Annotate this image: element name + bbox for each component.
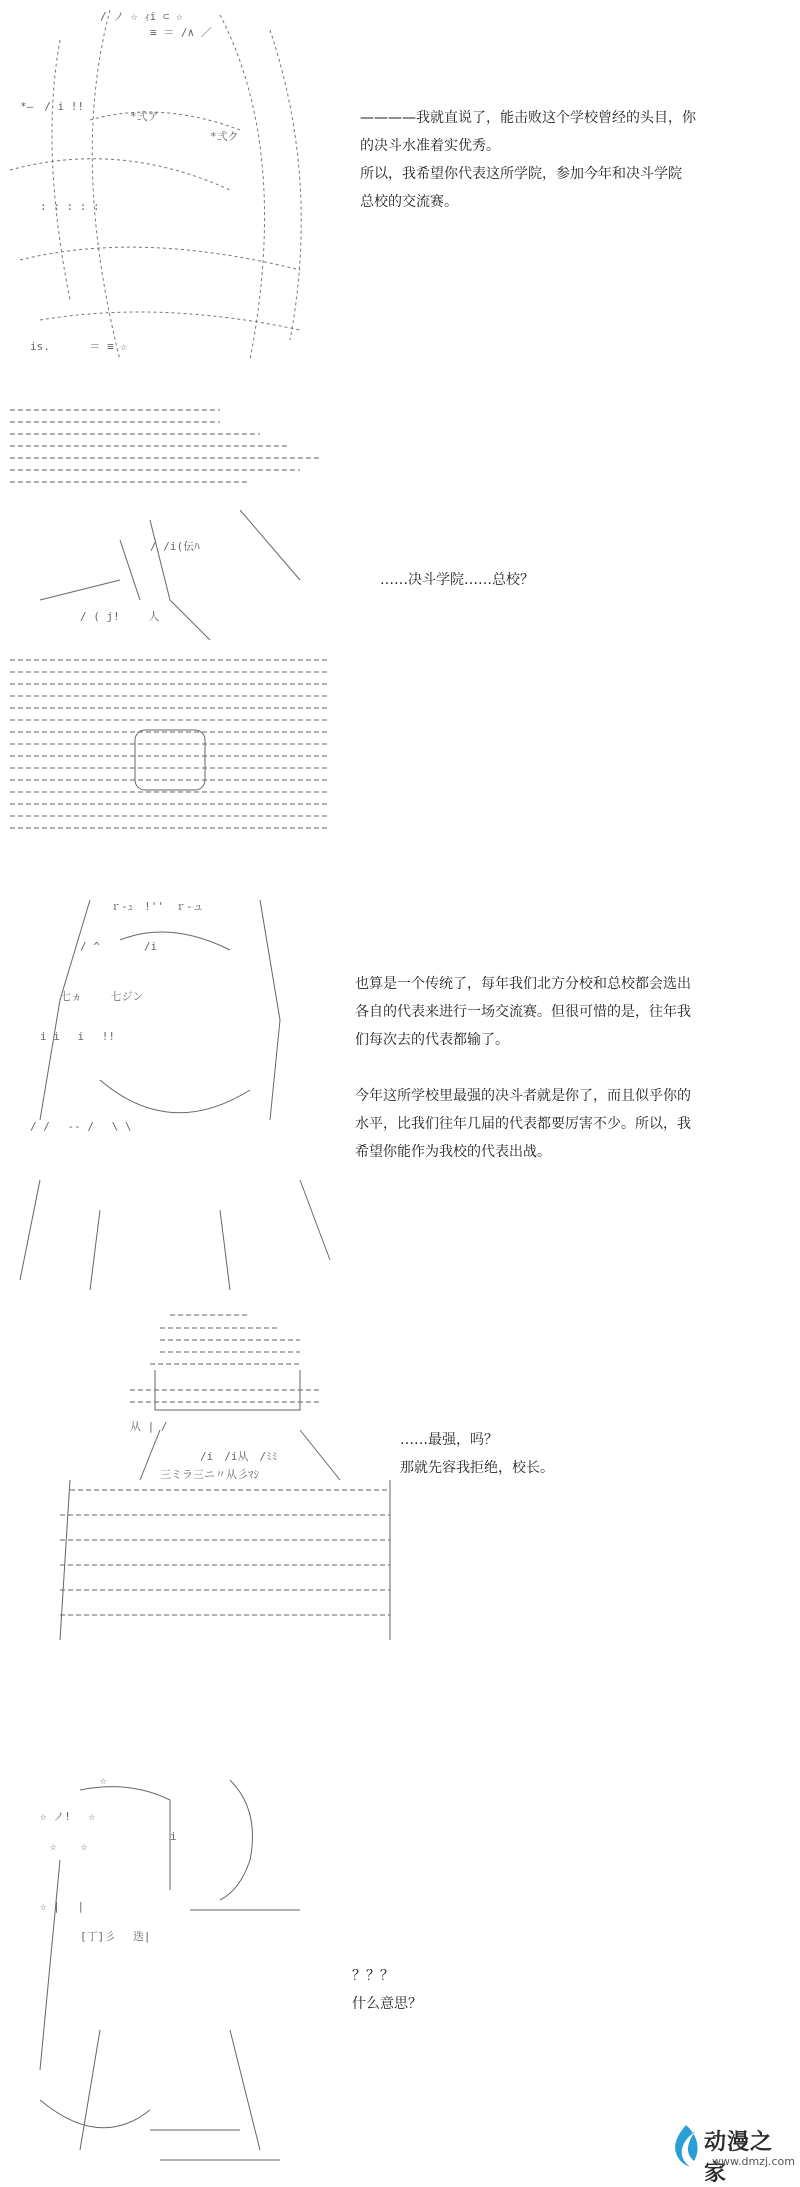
svg-text:☆: ☆ [100, 1774, 107, 1787]
svg-text:/ ^ /i: / ^ /i [80, 940, 158, 953]
svg-text:☆ ノ! ☆: ☆ ノ! ☆ [40, 1810, 96, 1823]
svg-text:[丁]彡 迭|: [丁]彡 迭| [80, 1930, 151, 1943]
panel-2 [0, 400, 800, 880]
dialogue-line: 水平，比我们往年几届的代表都要厉害不少。所以，我 [355, 1116, 691, 1132]
dialogue-line: 今年这所学校里最强的决斗者就是你了，而且似乎你的 [355, 1088, 691, 1104]
dialogue-panel-1 [360, 104, 696, 216]
ascii-art-character-2 [0, 400, 345, 880]
dialogue-line: 那就先容我拒绝，校长。 [400, 1460, 554, 1476]
brush-stroke-logo-icon [666, 2123, 702, 2169]
dialogue-line: 什么意思？ [352, 1996, 422, 2012]
ascii-art-character-3 [0, 880, 340, 1300]
panel-1 [0, 0, 800, 400]
panel-3 [0, 880, 800, 1300]
svg-text:七ヵ 七ジン: 七ヵ 七ジン [60, 990, 144, 1003]
svg-text:*弍ク: *弍ク [210, 130, 239, 143]
svg-text:*弍ア: *弍ア [130, 110, 159, 123]
svg-text:i i i !!: i i i !! [40, 1030, 115, 1043]
svg-text:/ ノ ☆ ｨi ⊂ ☆: / ノ ☆ ｨi ⊂ ☆ [100, 10, 183, 23]
dialogue-line: ？？？ [352, 1968, 394, 1984]
panel-5 [0, 1770, 800, 2186]
dialogue-line: 们每次去的代表都输了。 [355, 1032, 509, 1048]
svg-text:≡ ＝ /∧ ／: ≡ ＝ /∧ ／ [150, 26, 212, 39]
ascii-art-character-4 [50, 1300, 410, 1760]
watermark [666, 2121, 795, 2186]
svg-text:/i /i从 /ﾐﾐ: /i /i从 /ﾐﾐ [200, 1450, 278, 1463]
dialogue-line: 各自的代表来进行一场交流赛。但很可惜的是，往年我 [355, 1004, 691, 1020]
svg-text:is. ＝ ≡ ☆: is. ＝ ≡ ☆ [30, 340, 127, 353]
svg-text:*— / i !!: *— / i !! [20, 100, 84, 113]
svg-text:i: i [170, 1830, 177, 1843]
svg-text:/ ( j! 人: / ( j! 人 [80, 610, 160, 623]
ascii-art-character-5 [0, 1770, 340, 2183]
dialogue-line: ————我就直说了，能击败这个学校曾经的头目，你 [360, 110, 696, 126]
dialogue-line: 希望你能作为我校的代表出战。 [355, 1144, 551, 1160]
svg-text:ｒ‐ｭ !'' ｒ‐ュ: ｒ‐ｭ !'' ｒ‐ュ [110, 900, 204, 913]
svg-text:☆ | |: ☆ | | [40, 1900, 85, 1913]
svg-text:从 | /: 从 | / [130, 1420, 168, 1433]
svg-text:☆ ☆: ☆ ☆ [50, 1840, 88, 1853]
dialogue-line [355, 1054, 691, 1082]
dialogue-line: 所以，我希望你代表这所学院，参加今年和决斗学院 [360, 166, 682, 182]
panel-4 [0, 1300, 800, 1770]
dialogue-line: 的决斗水准着实优秀。 [360, 138, 500, 154]
ascii-art-character-1 [0, 0, 320, 385]
svg-text:/ / ‐‐ / \ \: / / ‐‐ / \ \ [30, 1120, 132, 1133]
dialogue-panel-2 [380, 566, 534, 594]
dialogue-line: ……最强，吗？ [400, 1432, 498, 1448]
dialogue-line: ……决斗学院……总校？ [380, 572, 534, 588]
dialogue-line: 总校的交流赛。 [360, 194, 458, 210]
dialogue-panel-5 [352, 1962, 422, 2018]
watermark-url: www.dmzj.com [712, 2155, 795, 2168]
svg-text:三ミラ三ニ〃从彡ﾏｼ: 三ミラ三ニ〃从彡ﾏｼ [160, 1468, 259, 1481]
dialogue-panel-4 [400, 1426, 554, 1482]
watermark-title: 动漫之家 [704, 2130, 774, 2186]
svg-text:: : : : :: : : : : : [40, 200, 100, 213]
svg-text:/ /i(伝ﾊ: / /i(伝ﾊ [150, 540, 200, 553]
dialogue-line: 也算是一个传统了，每年我们北方分校和总校都会选出 [355, 976, 691, 992]
dialogue-panel-3 [355, 970, 691, 1166]
